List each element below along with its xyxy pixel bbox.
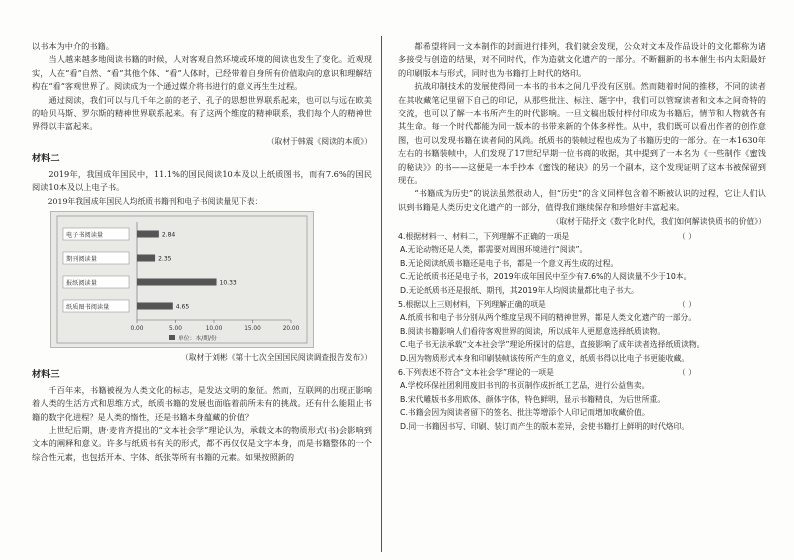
- question-6: [398, 366, 766, 434]
- right-column: [398, 40, 766, 434]
- option-c: C.电子书无法承载“文本社会学”理论所探讨的信息，直接影响了成年读者选择纸质读物。: [400, 340, 705, 350]
- data-label: 10.33: [219, 279, 237, 287]
- answer-blank: （ ）: [677, 231, 696, 241]
- paragraph: 千百年来，书籍被视为人类文化的标志，是发达文明的象征。然而，互联网的出现正影响着人类的生活方式和思维方式，纸质书籍的发展也面临着前所未有的挑战。还有什么能阻止书籍的数字化进程？是人类的惰性，还是书籍本身蕴藏的价值？: [32, 384, 372, 422]
- category-label: 纸质图书阅读量: [66, 303, 110, 311]
- answer-blank: （ ）: [677, 367, 696, 377]
- source-citation: （取材于陆抒文《数字化时代，我们如何解读快质书的价值》）: [551, 217, 766, 227]
- data-label: 2.84: [161, 231, 176, 239]
- option-a: A.纸质书和电子书分别从两个维度呈现不同的精神世界，都是人类文化遗产的一部分。: [400, 313, 697, 323]
- x-tick-label: 5.00: [169, 325, 182, 332]
- option-d: D.无论纸质书还是报纸、期刊，其2019年人均阅读量都比电子书大。: [400, 286, 639, 296]
- bar-chart: [50, 211, 314, 348]
- material-heading: 材料二: [32, 153, 60, 165]
- left-column: [32, 40, 372, 464]
- paragraph: 上世纪后期，唐·麦肯齐提出的“文本社会学”理论认为，承载文本的物质形式(书)会影响到文本的阐释和意义。许多与纸质书有关的形式，都不再仅仅是文字本身，而是书籍整体的一个综合性元素，也包括开本、字体、纸张等所有书籍的元素。如果按照新的: [32, 424, 372, 462]
- category-label: 期刊阅读量: [66, 255, 97, 263]
- bar-chart-svg: [51, 212, 313, 347]
- legend-label: 单位：本/期/份: [178, 335, 217, 342]
- option-b: B.无论阅读纸质书籍还是电子书，都是一个意义再生成的过程。: [400, 258, 619, 268]
- paragraph: 2019年，我国成年国民中，11.1%的国民阅读10本及以上纸质图书，而有7.6%的国民阅读10本及以上电子书。: [32, 168, 372, 193]
- source-citation: （取材于韩震《阅读的本质》）: [266, 136, 372, 146]
- paragraph: “书籍成为历史”的说法虽然很动人，但“历史”的含义同样包含着不断被认识的过程，它让人们认识到书籍是人类历史文化遗产的一部分，值得我们继续保存和珍惜好丰富起来。: [398, 188, 766, 212]
- option-b: B.阅读书籍影响人们看待客观世界的阅读，所以成年人更愿意选择纸质读物。: [400, 326, 666, 336]
- category-label: 电子书阅读量: [66, 231, 104, 239]
- paragraph: 通过阅读，我们可以与几千年之前的老子、孔子的思想世界联系起来，也可以与远在欧美的哈贝马斯、罗尔斯的精神世界联系起来。有了这两个维度的精神联系，我们每个人的精神世界得以丰富起来。: [32, 94, 372, 132]
- material-heading: 材料三: [32, 369, 60, 381]
- x-tick-label: 10.00: [205, 325, 223, 332]
- x-tick-label: 15.00: [244, 325, 261, 332]
- option-a: A.无论动物还是人类，都需要对周围环境进行“阅读”。: [400, 245, 588, 255]
- option-c: C.书籍会因为阅读者留下的签名、批注等增添个人印记而增加收藏价值。: [400, 408, 650, 418]
- data-label: 4.65: [175, 303, 190, 311]
- question-4: [398, 230, 766, 298]
- question-5: [398, 298, 766, 366]
- option-a: A.学校环保社团利用废旧书刊的书页制作成折纸工艺品，进行公益售卖。: [400, 381, 650, 391]
- option-d: D.因为物质形式本身和印刷装帧该传所产生的意义，纸质书得以比电子书更能收藏。: [400, 354, 690, 364]
- source-citation: （取材于刘彬《第十七次全国国民阅读调查报告发布》）: [180, 352, 372, 362]
- paragraph: 当人越来越多地阅读书籍的时候，人对客观自然环境或环境的阅读也发生了变化。近观现实，人在“看”自然、“看”其他个体、“看”人体时，已经带着自身所有价值取向的意识和理解结构在“看”客观世界了。阅读成为一个通过媒介将书进行的意义再生生过程。: [32, 54, 372, 92]
- x-tick-label: 20.00: [282, 325, 300, 332]
- option-b: B.宋代雕版书多用欧体、颜体字体，特色鲜明，显示书籍精良，为后世所重。: [400, 394, 666, 404]
- question-stem: 4.根据材料一、材料二，下列理解不正确的一项是: [398, 231, 570, 241]
- bar: [137, 254, 155, 261]
- bar: [137, 302, 173, 309]
- question-stem: 5.根据以上三则材料，下列理解正确的项是: [398, 299, 546, 309]
- continued-text: 以书本为中介的书籍。: [32, 41, 114, 51]
- paragraph: 抗战印制技术的发展使得同一本书的书本之间几乎没有区别。然而随着时间的推移，不同的读者在其收藏笔记里留下自己的印记，从那些批注、标注、题字中，我们可以管窥读者和文本之间奇特的交流，也可以了解一本书所产生的时代影响。一旦文稿出版付梓付印成为书籍后，情节和人物就各有其生命。每一个时代都能为同一版本的书带来新的个体多样性。从中，我们既可以看出作者的创作意图，也可以发现书籍在读者间的风尚。纸质书的装帧过程也成为了书籍历史的一部分。在一本1630年左右的书籍装帧中，人们发现了17世纪早期一位书商的收据，其中提到了一本名为《一些制作《蜜饯的秘诀》》的书——这便是一本手抄本《蜜饯的秘诀》的另一个副本，这个发现证明了这本书被保留到现在。: [398, 81, 766, 186]
- x-tick-label: 0.00: [130, 325, 144, 332]
- option-c: C.无论纸质书还是电子书，2019年成年国民中至少有7.6%的人阅读量不少于10本。: [400, 272, 692, 282]
- chart-caption: 2019年我国成年国民人均纸质书籍刊和电子书阅读量见下表：: [47, 197, 263, 207]
- paragraph: 都希望将同一文本制作的封面进行排列，我们就会发现，公众对文本及作品设计的文化都称为诸多接受与创造的结果，对不同时代，作为造就文化遗产的一部分。不断翻新的书本催生书内太阳最好的印刷版本与形式，同时也为书籍打上时代的烙印。: [398, 41, 766, 78]
- answer-blank: （ ）: [677, 299, 696, 309]
- bar: [137, 278, 217, 285]
- legend-swatch: [169, 335, 175, 340]
- category-label: 报纸阅读量: [66, 279, 97, 287]
- question-stem: 6.下列表述不符合“文本社会学”理论的一项是: [398, 367, 554, 377]
- column-divider: [381, 36, 382, 552]
- data-label: 2.35: [158, 255, 172, 263]
- option-d: D.同一书籍因书写、印刷、装订而产生的版本差异，会使书籍打上鲜明的时代烙印。: [400, 422, 690, 431]
- bar: [137, 230, 159, 237]
